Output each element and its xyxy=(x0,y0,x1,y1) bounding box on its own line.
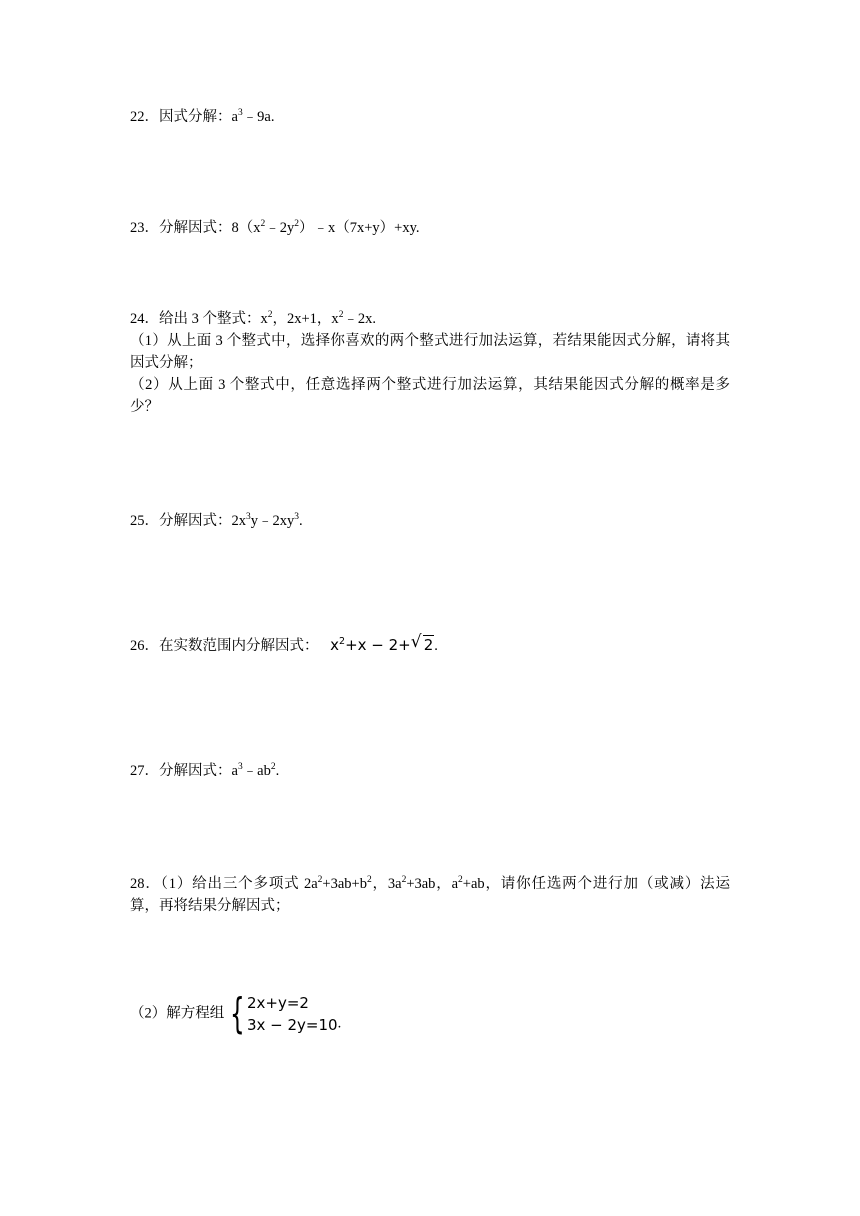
equation-2: 3x − 2y=10 xyxy=(246,1016,338,1034)
question-22: 22．因式分解：$a^3﹣9a$. xyxy=(130,108,275,125)
q25-label: 25．分解因式：2x xyxy=(130,513,246,529)
question-28-part1: 28．（1）给出三个多项式 $2a^2+3ab+b^2$，$3a^2+3ab$，$a^2+ab$，请你任选两个进行加（或减）法运算，再将结果分解因式； xyxy=(130,875,730,914)
q28-part2-label: （2）解方程组 xyxy=(130,1005,225,1022)
q23-label: 23．分解因式：8（x xyxy=(130,220,261,236)
q26-label: 26．在实数范围内分解因式： xyxy=(130,638,319,654)
brace-symbol: { xyxy=(230,989,245,1038)
question-24: 24．给出 3 个整式：$x^2$，2x+1，$x^2﹣2x$. xyxy=(130,310,377,327)
q24-label: 24．给出 3 个整式：x xyxy=(130,311,268,327)
q24-part2: （2）从上面 3 个整式中，任意选择两个整式进行加法运算，其结果能因式分解的概率是多少？ xyxy=(130,377,730,415)
q24-part1: （1）从上面 3 个整式中，选择你喜欢的两个整式进行加法运算，若结果能因式分解，请将其因式分解； xyxy=(130,333,730,371)
sqrt-symbol: √ 2 xyxy=(410,632,434,654)
question-28-part2: （2）解方程组 { 2x+y=2 3x − 2y=10 . xyxy=(130,989,342,1038)
question-25: 25．分解因式：$2x^3y﹣2xy^3$. xyxy=(130,512,303,529)
q27-label: 27．分解因式：a xyxy=(130,763,238,779)
equation-1: 2x+y=2 xyxy=(246,994,309,1012)
q28-label: 28．（1）给出三个多项式 2a xyxy=(130,876,318,892)
q26-formula: $x^2+x - 2+$ √ 2 xyxy=(330,632,434,654)
question-27: 27．分解因式：$a^3﹣ab^2$. xyxy=(130,762,280,779)
question-26: 26．在实数范围内分解因式： $x^2+x - 2+$ √ 2. xyxy=(130,632,438,654)
question-23: 23．分解因式：$8(x^2﹣2y^2)﹣x(7x+y)+xy$. xyxy=(130,219,420,236)
q22-label: 22．因式分解： xyxy=(130,109,232,125)
